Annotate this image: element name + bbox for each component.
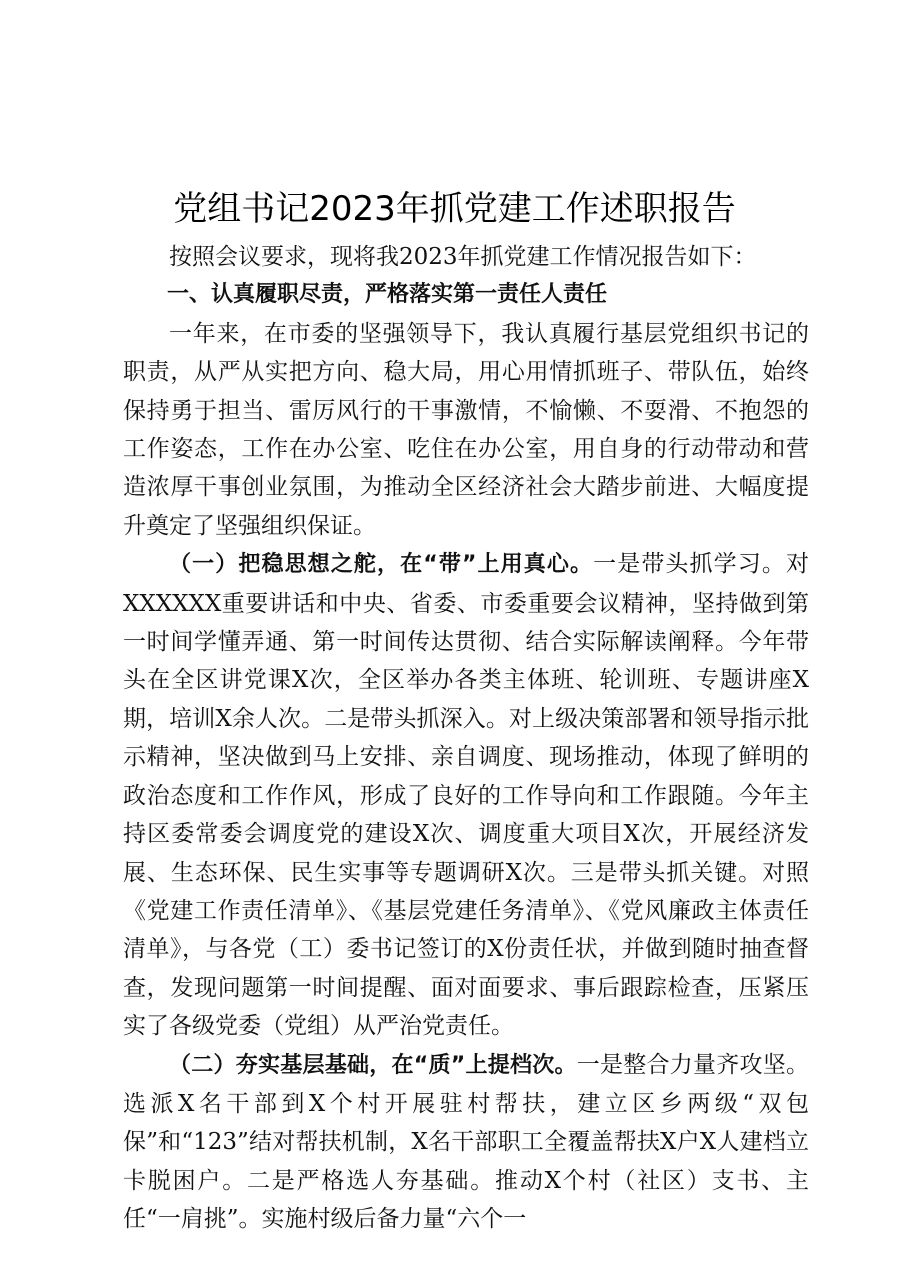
subsection-2-text: 一是整合力量齐攻坚。选派X名干部到X个村开展驻村帮扶，建立区乡两级“双包保”和“123”结对帮扶机制，X名干部职工全覆盖帮扶X户X人建档立卡脱困户。二是严格选人夯基础。推动X个村（社区）支书、主任“一肩挑”。实施村级后备力量“六个一	[123, 1051, 810, 1233]
subsection-2-paragraph	[123, 1046, 809, 1239]
subsection-1-text: 一是带头抓学习。对XXXXXX重要讲话和中央、省委、市委重要会议精神，坚持做到第一时间学懂弄通、第一时间传达贯彻、结合实际解读阐释。今年带头在全区讲党课X次，全区举办各类主体班、轮训班、专题讲座X期，培训X余人次。二是带头抓深入。对上级决策部署和领导指示批示精神，坚决做到马上安排、亲自调度、现场推动，体现了鲜明的政治态度和工作作风，形成了良好的工作导向和工作跟随。今年主持区委常委会调度党的建设X次、调度重大项目X次，开展经济发展、生态环保、民生实事等专题调研X次。三是带头抓关键。对照《党建工作责任清单》、《基层党建任务清单》、《党风廉政主体责任清单》，与各党（工）委书记签订的X份责任状，并做到随时抽查督查，发现问题第一时间提醒、面对面要求、事后跟踪检查，压紧压实了各级党委（党组）从严治党责任。	[123, 551, 810, 1040]
document-body	[123, 238, 809, 1239]
page-title: 党组书记2023年抓党建工作述职报告	[173, 188, 736, 229]
subsection-1-paragraph	[123, 545, 809, 1045]
intro-paragraph: 按照会议要求，现将我2023年抓党建工作情况报告如下：	[169, 244, 757, 270]
section-heading-1: 一、认真履职尽责，严格落实第一责任人责任	[167, 282, 608, 308]
subsection-2-heading: （二）夯实基层基础，在“质”上提档次。	[169, 1052, 577, 1078]
section-1-paragraph: 一年来，在市委的坚强领导下，我认真履行基层党组织书记的职责，从严从实把方向、稳大局，用心用情抓班子、带队伍，始终保持勇于担当、雷厉风行的干事激情，不愉懒、不耍滑、不抱怨的工作姿态，工作在办公室、吃住在办公室，用自身的行动带动和营造浓厚干事创业氛围，为推动全区经济社会大踏步前进、大幅度提升奠定了坚强组织保证。	[123, 320, 809, 539]
subsection-1-heading: （一）把稳思想之舵，在“带”上用真心。	[169, 552, 594, 578]
